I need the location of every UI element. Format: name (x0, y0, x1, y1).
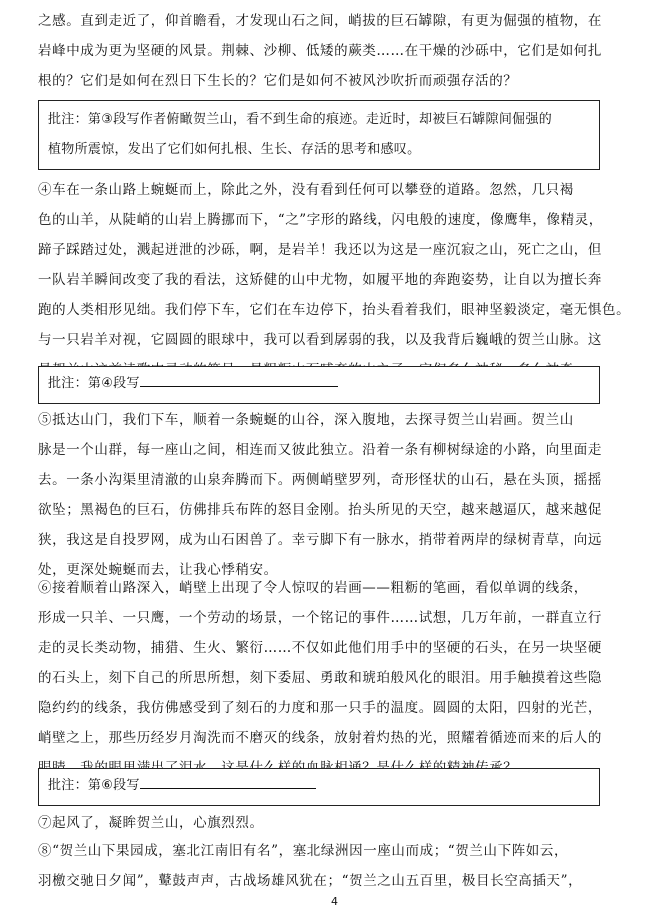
text-line: 蹄子踩踏过处，溅起迸泄的沙砾，啊，是岩羊！我还以为这是一座沉寂之山，死亡之山，但 (38, 242, 602, 258)
paragraph-8 (38, 836, 632, 896)
text-line: 脉是一个山群，每一座山之间，相连而又彼此独立。沿着一条有柳树绿途的小路，向里面走 (38, 442, 602, 458)
text-line: 去。一条小沟渠里清澈的山泉奔腾而下。两侧峭壁罗列，奇形怪状的山石，悬在头顶，摇摇 (38, 472, 602, 488)
text-line: 跑的人类相形见绌。我们停下车，它们在车边停下，抬头看着我们，眼神坚毅淡定，毫无惧色。 (38, 302, 631, 318)
text-line: 隐约约的线条，我仿佛感受到了刻石的力度和那一只手的温度。圆圆的太阳，四射的光芒， (38, 700, 602, 716)
annotation-line (48, 369, 593, 399)
annotation-line: 批注：第③段写作者俯瞰贺兰山，看不到生命的痕迹。走近时，却被巨石罅隙间倔强的 (48, 112, 553, 127)
text-line: ⑤抵达山门，我们下车，顺着一条蜿蜒的山谷，深入腹地，去探寻贺兰山岩画。贺兰山 (38, 412, 574, 428)
annotation-prefix: 批注：第④段写 (48, 376, 140, 391)
text-line: 走的灵长类动物，捕猎、生火、繁衍……不仅如此他们用手中的坚硬的石头，在另一块坚硬 (38, 640, 602, 656)
text-line: ④车在一条山路上蜿蜒而上，除此之外，没有看到任何可以攀登的道路。忽然，几只褐 (38, 182, 574, 198)
annotation-box-4 (38, 366, 600, 404)
text-line: 之感。直到走近了，仰首瞻看，才发现山石之间，峭拔的巨石罅隙，有更为倔强的植物，在 (38, 13, 602, 29)
page-number: 4 (331, 895, 338, 908)
text-line: 一队岩羊瞬间改变了我的看法，这矫健的山中尤物，如履平地的奔跑姿势，让自以为擅长奔 (38, 272, 602, 288)
annotation-box-3 (38, 100, 600, 170)
text-line: 岩峰中成为更为坚硬的风景。荆棘、沙柳、低矮的蕨类……在干燥的沙砾中，它们是如何扎 (38, 43, 602, 59)
paragraph-3-tail (38, 6, 632, 96)
annotation-box-6 (38, 768, 600, 806)
text-line: 峭壁之上，那些历经岁月淘洗而不磨灭的线条，放射着灼热的光，照耀着循迹而来的后人的 (38, 730, 602, 746)
answer-blank-6[interactable] (140, 772, 316, 789)
paragraph-6 (38, 573, 632, 783)
text-line: 与一只岩羊对视，它圆圆的眼球中，我可以看到孱弱的我，以及我背后巍峨的贺兰山脉。这 (38, 332, 602, 348)
answer-blank-4[interactable] (140, 370, 338, 387)
paragraph-5 (38, 405, 632, 585)
text-line: 色的山羊，从陡峭的山岩上腾挪而下，“之”字形的路线，闪电般的速度，像鹰隼，像精灵， (38, 212, 603, 228)
annotation-line: 植物所震惊，发出了它们如何扎根、生长、存活的思考和感叹。 (48, 142, 421, 157)
text-line: 的石头上，刻下自己的所思所想，刻下委屈、勇敢和琥珀般风化的眼泪。用手触摸着这些隐 (38, 670, 602, 686)
text-line: 形成一只羊、一只鹰，一个劳动的场景，一个铭记的事件……试想，几万年前，一群直立行 (38, 610, 602, 626)
annotation-prefix: 批注：第⑥段写 (48, 778, 140, 793)
annotation-line (48, 771, 593, 801)
text-line: 欲坠；黑褐色的巨石，仿佛排兵布阵的怒目金刚。抬头所见的天空，越来越逼仄，越来越促 (38, 502, 602, 518)
text-line: 羽檄交驰日夕闻”，鼙鼓声声，古战场雄风犹在；“贺兰之山五百里，极目长空高插天”， (38, 873, 583, 889)
text-line: 狭，我这是自投罗网，成为山石困兽了。幸亏脚下有一脉水，捎带着两岸的绿树青草，向远 (38, 532, 602, 548)
text-line: ⑧“贺兰山下果园成，塞北江南旧有名”，塞北绿洲因一座山而成；“贺兰山下阵如云， (38, 843, 569, 859)
paragraph-7 (38, 808, 632, 838)
paragraph-4 (38, 175, 632, 385)
text-line: ⑥接着顺着山路深入，峭壁上出现了令人惊叹的岩画——粗粝的笔画，看似单调的线条， (38, 580, 588, 596)
text-line: 处，更深处蜿蜒而去，让我心悸稍安。 (38, 562, 278, 578)
text-line: ⑦起风了，凝眸贺兰山，心旗烈烈。 (38, 815, 264, 831)
text-line: 根的？它们是如何在烈日下生长的？它们是如何不被风沙吹折而顽强存活的？ (38, 73, 518, 89)
